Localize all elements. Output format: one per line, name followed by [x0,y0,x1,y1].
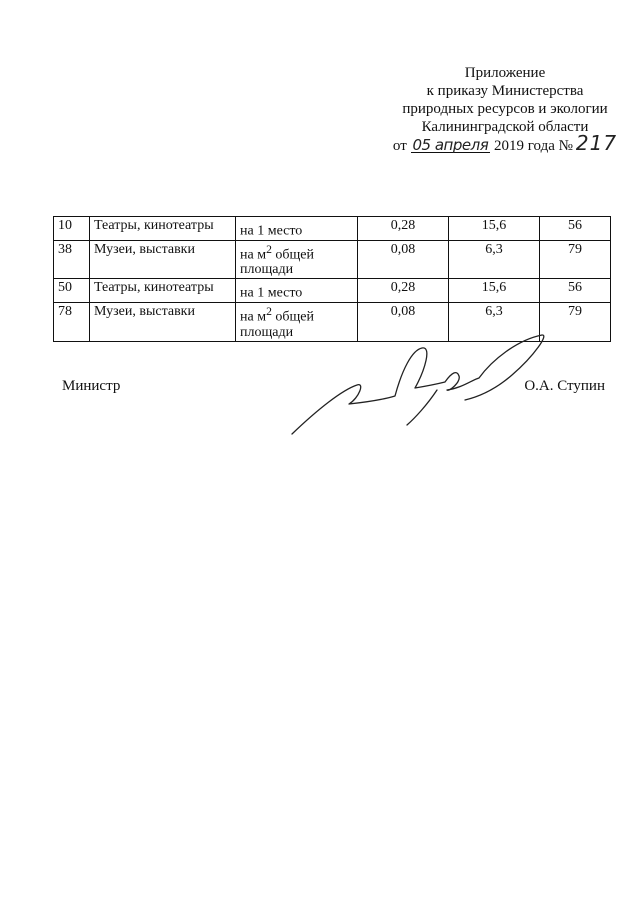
year-and-number-label: 2019 года № [493,138,573,154]
row-code: 38 [54,240,90,279]
ministry-name-line2: Калининградской области [421,119,589,135]
unit-text-rest: общей площади [240,247,315,278]
ministry-name-line1: природных ресурсов и экологии [402,101,608,117]
row-name: Театры, кинотеатры [90,217,236,241]
unit-superscript: 2 [266,242,272,256]
row-value-3: 56 [540,279,611,303]
unit-text-rest: общей площади [240,309,315,340]
row-value-1: 0,08 [358,302,449,341]
row-value-1: 0,28 [358,279,449,303]
unit-text: на м [240,247,267,263]
signatory-position: Министр [62,378,121,394]
row-name: Музеи, выставки [90,302,236,341]
signatory-name: О.А. Ступин [524,378,605,394]
row-unit [236,279,358,303]
row-name: Театры, кинотеатры [90,279,236,303]
row-value-3: 79 [540,302,611,341]
table-row [54,217,611,241]
row-value-1: 0,28 [358,217,449,241]
table-row [54,240,611,279]
unit-text: на м [240,309,267,325]
unit-text: на 1 место [240,223,303,239]
order-date-line [380,131,630,155]
row-code: 50 [54,279,90,303]
row-value-2: 15,6 [449,279,540,303]
row-value-2: 6,3 [449,240,540,279]
norms-table [53,216,611,342]
row-code: 10 [54,217,90,241]
handwritten-date: 05 апреля [412,136,489,154]
table-row [54,279,611,303]
row-name: Музеи, выставки [90,240,236,279]
row-unit [236,217,358,241]
date-prefix: от [392,138,407,154]
unit-superscript: 2 [266,304,272,318]
row-unit [236,240,358,279]
row-code: 78 [54,302,90,341]
row-value-2: 6,3 [449,302,540,341]
handwritten-order-number: 217 [575,131,618,155]
row-value-2: 15,6 [449,217,540,241]
row-value-1: 0,08 [358,240,449,279]
row-value-3: 79 [540,240,611,279]
order-reference: к приказу Министерства [426,83,584,99]
row-value-3: 56 [540,217,611,241]
unit-text: на 1 место [240,285,303,301]
appendix-header [380,64,630,155]
appendix-title: Приложение [464,65,546,81]
handwritten-signature [287,330,557,440]
